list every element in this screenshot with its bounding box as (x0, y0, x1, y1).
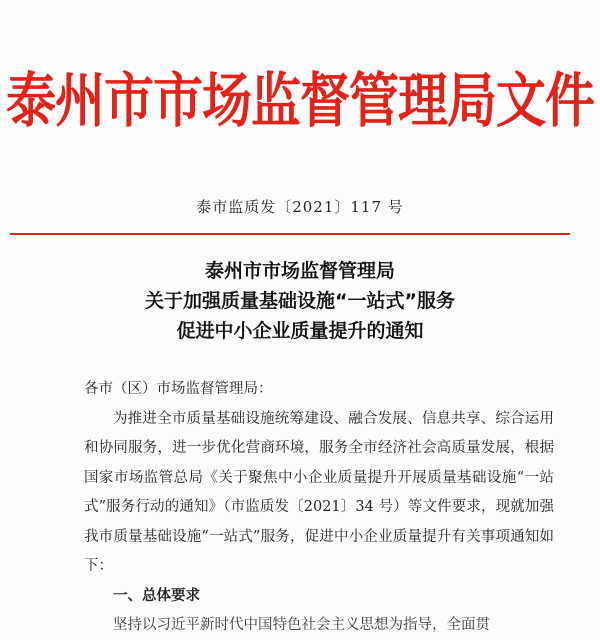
title-line-2: 关于加强质量基础设施“一站式”服务 (145, 290, 455, 312)
notice-body (84, 375, 554, 641)
title-line-1: 泰州市市场监督管理局 (204, 260, 395, 282)
title-line-3: 促进中小企业质量提升的通知 (176, 320, 424, 342)
notice-title (0, 256, 600, 346)
body-paragraph-2: 坚持以习近平新时代中国特色社会主义思想为指导，全面贯 (113, 617, 490, 633)
addressee: 各市（区）市场监督管理局： (84, 381, 273, 397)
agency-document-header: 泰州市市场监督管理局文件 (6, 66, 594, 136)
red-separator-line (10, 233, 570, 235)
body-paragraph-1: 为推进全市质量基础设施统筹建设、融合发展、信息共享、综合运用和协同服务，进一步优化营商环境，服务全市经济社会高质量发展，根据国家市场监管总局《关于聚焦中小企业质量提升开展质量基础设施“一站式”服务行动的通知》（市监质发〔2021〕34 号）等文件要求，现就加强我市质量基础设施“一站式”服务，促进中小企业质量提升有关事项通知如下： (84, 410, 554, 574)
section-heading-1: 一、总体要求 (113, 587, 200, 604)
document-number: 泰市监质发〔2021〕117 号 (196, 198, 404, 216)
